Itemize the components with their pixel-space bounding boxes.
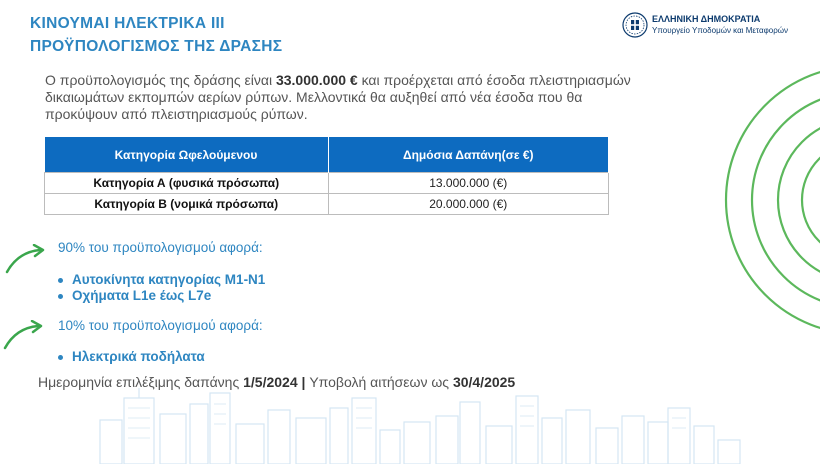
intro-budget-amount: 33.000.000 €	[275, 72, 358, 88]
logo-line-1: ΕΛΛΗΝΙΚΗ ΔΗΜΟΚΡΑΤΙΑ	[652, 14, 761, 24]
title-line-1: ΚΙΝΟΥΜΑΙ ΗΛΕΚΤΡΙΚΑ ΙΙΙ	[30, 15, 225, 32]
greek-emblem-icon	[622, 12, 648, 38]
ministry-logo	[622, 12, 788, 38]
green-arrow-icon	[2, 320, 46, 352]
budget-table	[44, 137, 609, 215]
table-cell-category: Κατηγορία Α (φυσικά πρόσωπα)	[45, 173, 329, 194]
section-10-heading: 10% του προϋπολογισμού αφορά:	[58, 318, 263, 333]
bullet-icon	[58, 355, 63, 360]
page-title	[30, 12, 282, 58]
table-cell-amount: 20.000.000 (€)	[328, 194, 609, 215]
intro-text-before: Ο προϋπολογισμός της δράσης είναι	[45, 72, 276, 88]
intro-text-after: και προέρχεται από έσοδα πλειστηριασμών δικαιωμάτων εκπομπών αερίων ρύπων. Μελλοντικά θα αυξηθεί από νέα έσοδα που θα προκύψουν από πλειστηριασμούς ρύπων.	[45, 72, 631, 122]
bullet-icon	[58, 278, 63, 283]
section-90-list	[58, 272, 265, 304]
list-item-label: Ηλεκτρικά ποδήλατα	[72, 349, 205, 364]
table-cell-amount: 13.000.000 (€)	[328, 173, 609, 194]
section-10-list	[58, 349, 205, 365]
table-row	[45, 194, 609, 215]
eligibility-date: 1/5/2024	[243, 374, 298, 390]
section-90-heading: 90% του προϋπολογισμού αφορά:	[58, 240, 263, 255]
list-item	[58, 349, 205, 365]
green-arcs	[726, 66, 820, 334]
eligibility-label: Ημερομηνία επιλέξιμης δαπάνης	[38, 374, 244, 390]
bullet-icon	[58, 294, 63, 299]
table-row	[45, 173, 609, 194]
footer-separator: |	[297, 374, 310, 390]
table-header-amount: Δημόσια Δαπάνη(σε €)	[328, 137, 609, 173]
submission-label: Υποβολή αιτήσεων ως	[309, 374, 453, 390]
list-item-label: Αυτοκίνητα κατηγορίας Μ1-Ν1	[72, 272, 266, 287]
title-line-2: ΠΡΟΫΠΟΛΟΓΙΣΜΟΣ ΤΗΣ ΔΡΑΣΗΣ	[30, 38, 283, 55]
table-header-row	[45, 137, 609, 173]
green-arrow-icon	[4, 244, 48, 276]
list-item	[58, 288, 265, 304]
logo-line-2: Υπουργείο Υποδομών και Μεταφορών	[652, 26, 789, 35]
dates-footer	[38, 374, 515, 390]
intro-paragraph	[45, 72, 635, 123]
list-item	[58, 272, 265, 288]
submission-deadline: 30/4/2025	[452, 374, 516, 390]
city-skyline	[100, 388, 740, 464]
table-cell-category: Κατηγορία Β (νομικά πρόσωπα)	[45, 194, 329, 215]
list-item-label: Οχήματα L1e έως L7e	[72, 288, 212, 303]
table-header-category: Κατηγορία Ωφελούμενου	[45, 137, 329, 173]
